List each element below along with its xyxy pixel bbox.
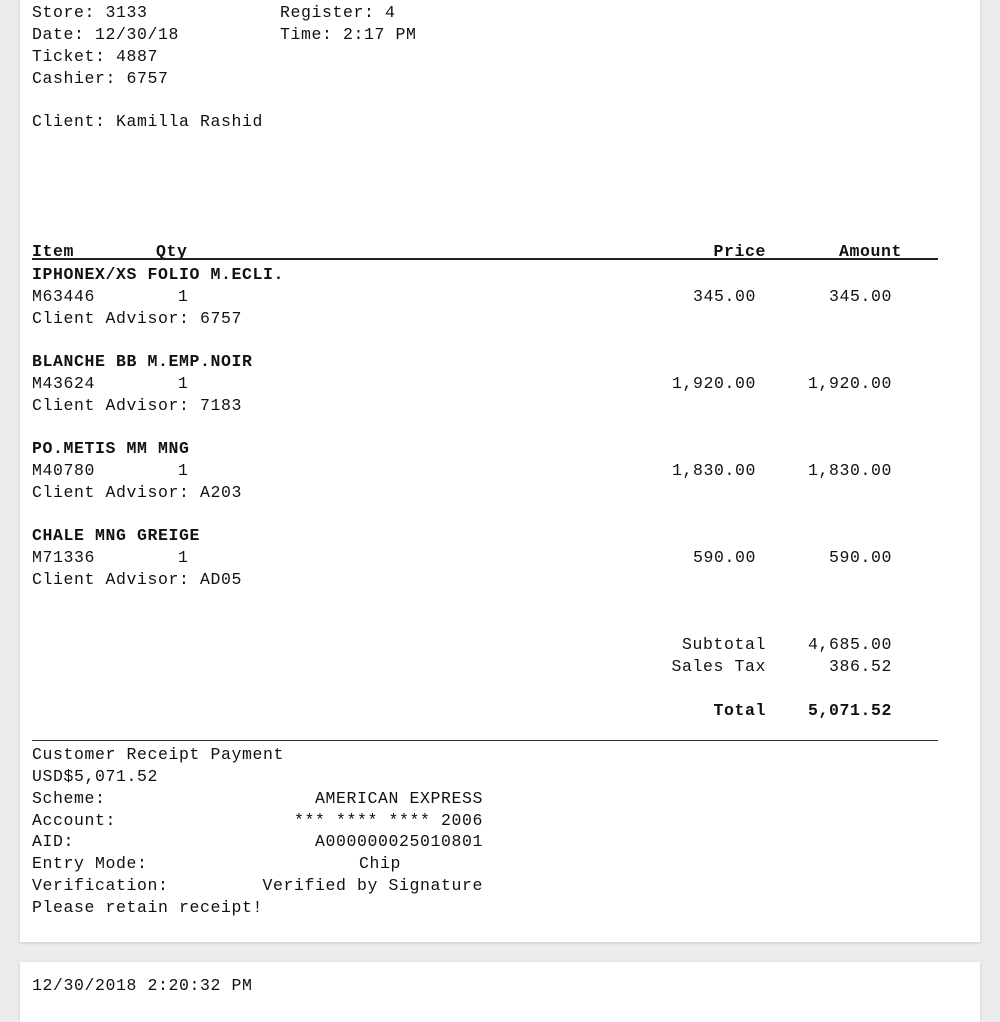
client-name: Client: Kamilla Rashid [32, 112, 264, 131]
verification-label: Verification: [32, 876, 169, 895]
item-qty: 1 [178, 287, 189, 306]
payment-rule [32, 740, 938, 741]
sales-tax-label: Sales Tax [671, 657, 766, 676]
item-name: PO.METIS MM MNG [32, 439, 190, 458]
item-qty: 1 [178, 374, 189, 393]
item-amount: 1,830.00 [807, 461, 892, 480]
subtotal-label: Subtotal [681, 635, 766, 654]
entry-mode-value: Chip [359, 854, 402, 873]
item-advisor: Client Advisor: A203 [32, 483, 243, 502]
entry-mode-label: Entry Mode: [32, 854, 148, 873]
header-rule [32, 258, 938, 260]
cashier-number: Cashier: 6757 [32, 69, 169, 88]
receipt-date: Date: 12/30/18 [32, 25, 180, 44]
subtotal-value: 4,685.00 [807, 635, 892, 654]
payment-title: Customer Receipt Payment [32, 745, 285, 764]
item-qty: 1 [178, 548, 189, 567]
ticket-number: Ticket: 4887 [32, 47, 159, 66]
sales-tax-value: 386.52 [828, 657, 892, 676]
item-advisor: Client Advisor: 6757 [32, 309, 243, 328]
account-value: *** **** **** 2006 [293, 811, 483, 830]
item-sku: M71336 [32, 548, 96, 567]
item-name: BLANCHE BB M.EMP.NOIR [32, 352, 253, 371]
total-value: 5,071.52 [807, 701, 892, 720]
aid-value: A000000025010801 [314, 832, 483, 851]
receipt-page [20, 0, 980, 942]
item-advisor: Client Advisor: AD05 [32, 570, 243, 589]
page-timestamp: 12/30/2018 2:20:32 PM [32, 976, 253, 995]
item-amount: 1,920.00 [807, 374, 892, 393]
next-receipt-page [20, 962, 980, 1022]
item-amount: 590.00 [828, 548, 892, 567]
column-header-qty: Qty [156, 242, 188, 261]
column-header-item: Item [32, 242, 75, 261]
item-qty: 1 [178, 461, 189, 480]
scheme-value: AMERICAN EXPRESS [314, 789, 483, 808]
verification-value: Verified by Signature [262, 876, 483, 895]
item-sku: M40780 [32, 461, 96, 480]
scheme-label: Scheme: [32, 789, 106, 808]
item-advisor: Client Advisor: 7183 [32, 396, 243, 415]
item-price: 590.00 [692, 548, 756, 567]
retain-receipt-note: Please retain receipt! [32, 898, 264, 917]
item-sku: M63446 [32, 287, 96, 306]
item-price: 1,920.00 [671, 374, 756, 393]
store-number: Store: 3133 [32, 3, 148, 22]
aid-label: AID: [32, 832, 75, 851]
total-label: Total [713, 701, 766, 720]
item-price: 345.00 [692, 287, 756, 306]
column-header-price: Price [713, 242, 766, 261]
column-header-amount: Amount [838, 242, 902, 261]
item-name: IPHONEX/XS FOLIO M.ECLI. [32, 265, 285, 284]
register-number: Register: 4 [280, 3, 396, 22]
receipt-time: Time: 2:17 PM [280, 25, 417, 44]
item-price: 1,830.00 [671, 461, 756, 480]
item-amount: 345.00 [828, 287, 892, 306]
item-sku: M43624 [32, 374, 96, 393]
item-name: CHALE MNG GREIGE [32, 526, 201, 545]
account-label: Account: [32, 811, 117, 830]
payment-amount: USD$5,071.52 [32, 767, 159, 786]
